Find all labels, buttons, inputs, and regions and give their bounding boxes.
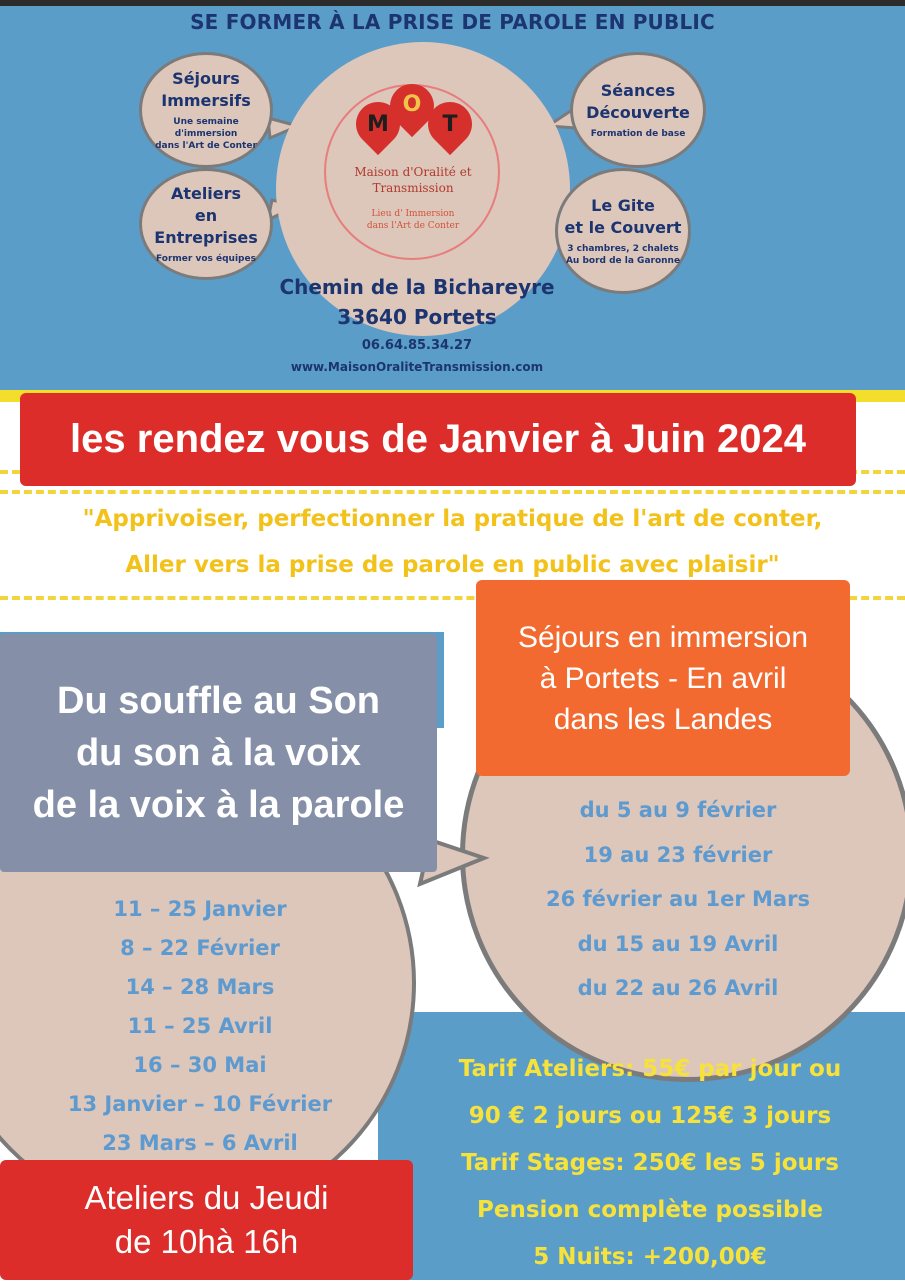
page-headline: SE FORMER À LA PRISE DE PAROLE EN PUBLIC — [190, 10, 715, 34]
list-item: 26 février au 1er Mars — [546, 887, 810, 911]
list-item: 11 – 25 Avril — [127, 1014, 273, 1038]
pricing-line: 90 € 2 jours ou 125€ 3 jours — [468, 1103, 832, 1129]
pricing-line: Tarif Ateliers: 55€ par jour ou — [458, 1056, 842, 1082]
list-item: 19 au 23 février — [583, 842, 773, 867]
workshop-title-box: Du souffle au Son du son à la voix de la voix à la parole — [0, 634, 437, 872]
logo-name: Maison d'Oralité et Transmission — [354, 165, 472, 195]
pricing-line: 5 Nuits: +200,00€ — [533, 1244, 767, 1270]
bubble-sejours-immersifs: Séjours Immersifs Une semaine d'immersion dans l'Art de Conter — [139, 52, 273, 168]
list-item: du 15 au 19 Avril — [577, 931, 779, 956]
phone-number: 06.64.85.34.27 — [361, 338, 473, 353]
quote-line-1: "Apprivoiser, perfectionner la pratique de l'art de conter, — [82, 506, 823, 532]
pricing-line: Tarif Stages: 250€ les 5 jours — [461, 1150, 839, 1176]
logo-pin-t — [428, 102, 472, 146]
logo-letter-o: O — [402, 92, 422, 117]
stays-dates — [520, 788, 836, 1011]
logo-letter-t: T — [442, 112, 458, 137]
stays-title-box: Séjours en immersion à Portets - En avril dans les Landes — [476, 580, 850, 776]
list-item: 8 – 22 Février — [120, 936, 280, 960]
address-city: 33640 Portets — [337, 305, 497, 329]
workshop-schedule-box: Ateliers du Jeudi de 10hà 16h — [0, 1160, 413, 1280]
list-item: 13 Janvier – 10 Février — [67, 1092, 333, 1116]
address-street: Chemin de la Bichareyre — [279, 275, 555, 299]
list-item: du 5 au 9 février — [579, 798, 777, 822]
bubble-ateliers-entreprises: Ateliers en Entreprises Former vos équipes — [139, 168, 273, 280]
address — [236, 272, 598, 332]
list-item: du 22 au 26 Avril — [577, 976, 779, 1000]
pricing-line: Pension complète possible — [476, 1197, 823, 1223]
list-item: 11 – 25 Janvier — [113, 897, 287, 921]
pricing-block — [440, 1046, 860, 1281]
website-link[interactable]: www.MaisonOraliteTransmission.com — [290, 360, 544, 374]
bubble-gite-couvert: Le Gite et le Couvert 3 chambres, 2 chalets Au bord de la Garonne — [555, 168, 691, 294]
workshop-dates — [60, 890, 340, 1163]
list-item: 14 – 28 Mars — [125, 975, 275, 999]
logo-tagline: Lieu d' Immersion dans l'Art de Conter — [366, 209, 460, 231]
list-item: 23 Mars – 6 Avril — [102, 1131, 298, 1155]
quote-line-2: Aller vers la prise de parole en public avec plaisir" — [125, 552, 780, 578]
dashed-divider-2 — [0, 490, 905, 494]
bubble-seances-decouverte: Séances Découverte Formation de base — [570, 52, 706, 168]
dates-banner: les rendez vous de Janvier à Juin 2024 — [20, 393, 856, 486]
logo-letter-m: M — [367, 112, 389, 137]
list-item: 16 – 30 Mai — [133, 1053, 267, 1077]
